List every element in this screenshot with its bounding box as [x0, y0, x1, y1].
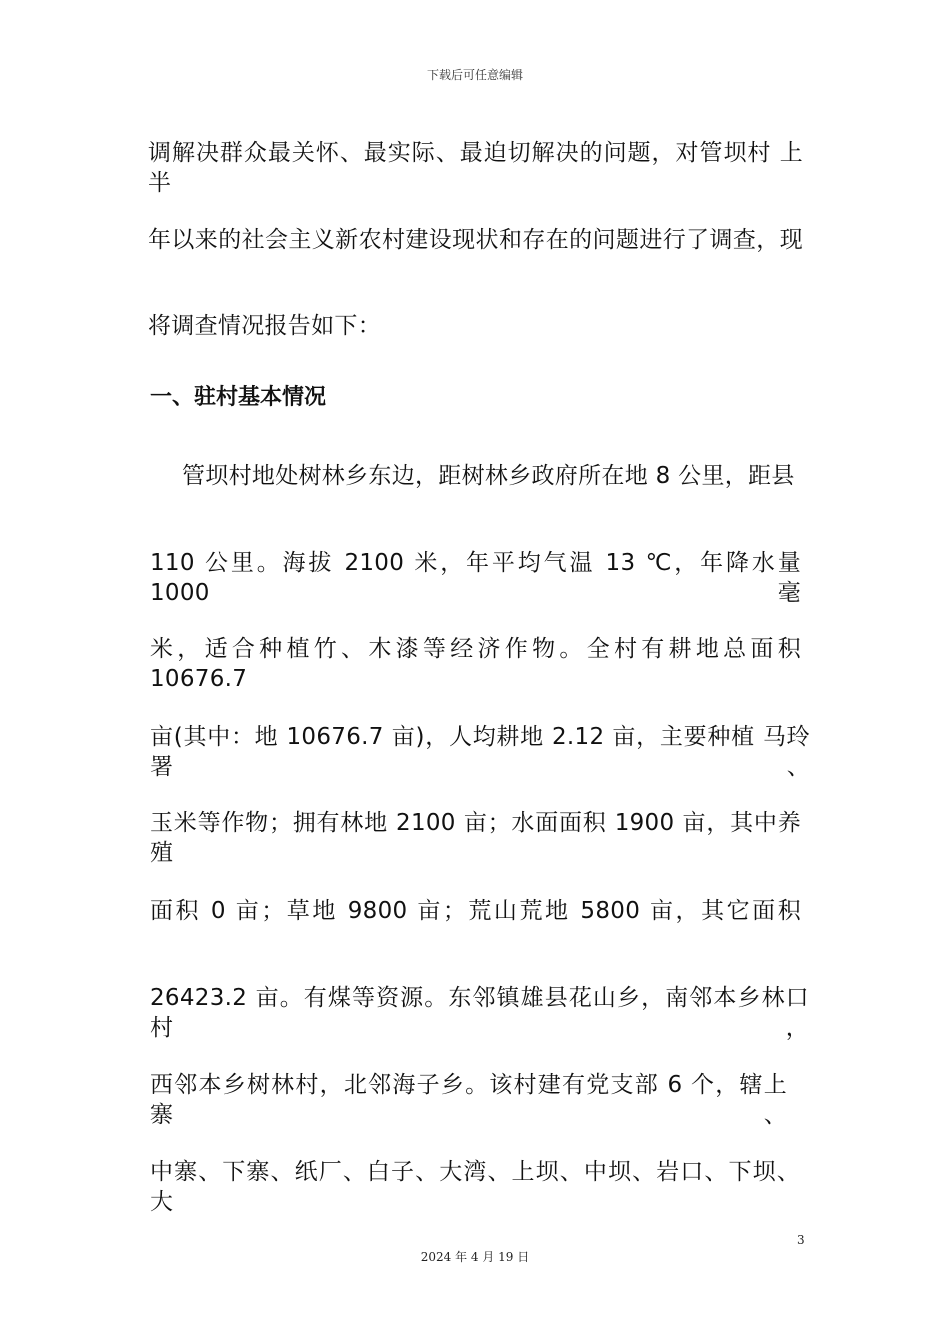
section-heading: 一、驻村基本情况	[150, 385, 327, 410]
header-note: 下载后可任意编辑	[426, 68, 523, 82]
paragraph-line: 西邻本乡树林村，北邻海子乡。该村建有党支部 6 个，辖上寨、	[150, 1072, 787, 1128]
footer-date: 2024 年 4 月 19 日	[420, 1250, 530, 1264]
paragraph-line: 26423.2 亩。有煤等资源。东邻镇雄县花山乡，南邻本乡林口村，	[150, 985, 809, 1041]
paragraph-line: 将调查情况报告如下：	[148, 313, 381, 339]
paragraph-line: 管坝村地处树林乡东边，距树林乡政府所在地 8 公里，距县	[182, 463, 795, 489]
page-number: 3	[797, 1233, 805, 1247]
paragraph-line: 调解决群众最关怀、最实际、最迫切解决的问题，对管坝村 上半	[148, 140, 803, 196]
paragraph-line: 年以来的社会主义新农村建设现状和存在的问题进行了调查，现	[148, 227, 803, 253]
paragraph-line: 面积 0 亩；草地 9800 亩；荒山荒地 5800 亩，其它面积	[150, 898, 801, 924]
paragraph-line: 玉米等作物；拥有林地 2100 亩；水面面积 1900 亩，其中养殖	[150, 810, 801, 866]
paragraph-line: 米，适合种植竹、木漆等经济作物。全村有耕地总面积 10676.7	[150, 636, 801, 692]
paragraph-line: 中寨、下寨、纸厂、白子、大湾、上坝、中坝、岩口、下坝、大	[150, 1159, 800, 1215]
paragraph-line: 110 公里。海拔 2100 米，年平均气温 13 ℃，年降水量 1000 毫	[150, 550, 801, 606]
paragraph-line: 亩(其中：地 10676.7 亩)，人均耕地 2.12 亩，主要种植 马玲署、	[150, 724, 810, 780]
